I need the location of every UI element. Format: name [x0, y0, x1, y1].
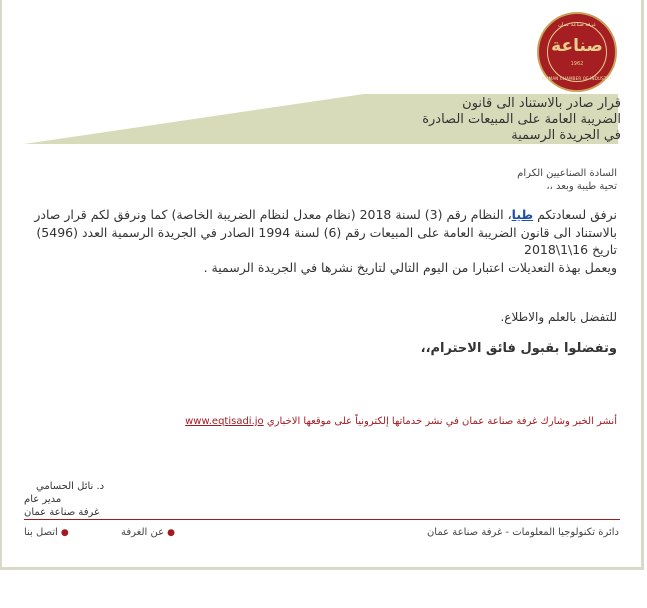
body-intro: نرفق لسعادتكم: [533, 207, 617, 222]
signature-position: مدير عام: [24, 494, 62, 505]
footer-contact-link[interactable]: [24, 527, 69, 538]
share-text: أنشر الخبر وشارك غرفة صناعة عمان في نشر خدماتها إلكترونياً على موقعها الاخباري: [263, 416, 617, 427]
title-band-notch: [24, 94, 364, 144]
bullet-icon: ●: [60, 528, 69, 538]
title-line-1: قرار صادر بالاستناد الى قانون: [462, 96, 621, 111]
footer-about-label[interactable]: عن الغرفة: [121, 527, 165, 538]
title-line-2: الضريبة العامة على المبيعات الصادرة: [422, 112, 621, 127]
news-site-link[interactable]: www.eqtisadi.jo: [185, 416, 264, 427]
signature-name: د. نائل الحسامي: [36, 481, 105, 492]
logo-year: 1962: [570, 61, 584, 67]
note-text: للتفضل بالعلم والاطلاع.: [500, 310, 617, 324]
logo-english-text: AMMAN CHAMBER OF INDUSTRY: [542, 76, 612, 81]
body-line-1: ، النظام رقم (3) لسنة 2018 (نظام معدل لنظام الضريبة الخاصة) كما ونرفق لكم قرار صادر بالاستناد الى قانون الضريبة العامة على المبيعات رقم (6) لسنة 1994 الصادر في الجريدة الرسمية العدد (5496) تاريخ 16\1\2018: [34, 207, 617, 257]
share-line: [185, 416, 617, 427]
salutation-line-2: تحية طيبة وبعد ،،: [546, 181, 617, 192]
logo-top-text: غرفة صناعة عمان: [558, 22, 596, 28]
page-title: [422, 96, 621, 144]
title-line-3: في الجريدة الرسمية: [511, 128, 621, 143]
body-line-2: ويعمل بهذة التعديلات اعتبارا من اليوم التالي لتاريخ نشرها في الجريدة الرسمية .: [203, 259, 617, 275]
footer-contact-label[interactable]: اتصل بنا: [24, 527, 58, 538]
attachment-link[interactable]: طيا: [511, 207, 534, 222]
footer-about-link[interactable]: [121, 527, 175, 538]
logo-main-text: صناعة: [551, 36, 603, 56]
bullet-icon: ●: [167, 528, 175, 538]
salutation-line-1: السادة الصناعيين الكرام: [517, 168, 617, 179]
signature-org: غرفة صناعة عمان: [24, 507, 100, 518]
footer-department: دائرة تكنولوجيا المعلومات - غرفة صناعة عمان: [426, 527, 619, 538]
chamber-logo: [537, 12, 617, 92]
body-paragraph: [27, 206, 617, 276]
closing-text: وتفضلوا بقبول فائق الاحترام،،: [420, 341, 617, 356]
footer-divider: [24, 519, 620, 520]
